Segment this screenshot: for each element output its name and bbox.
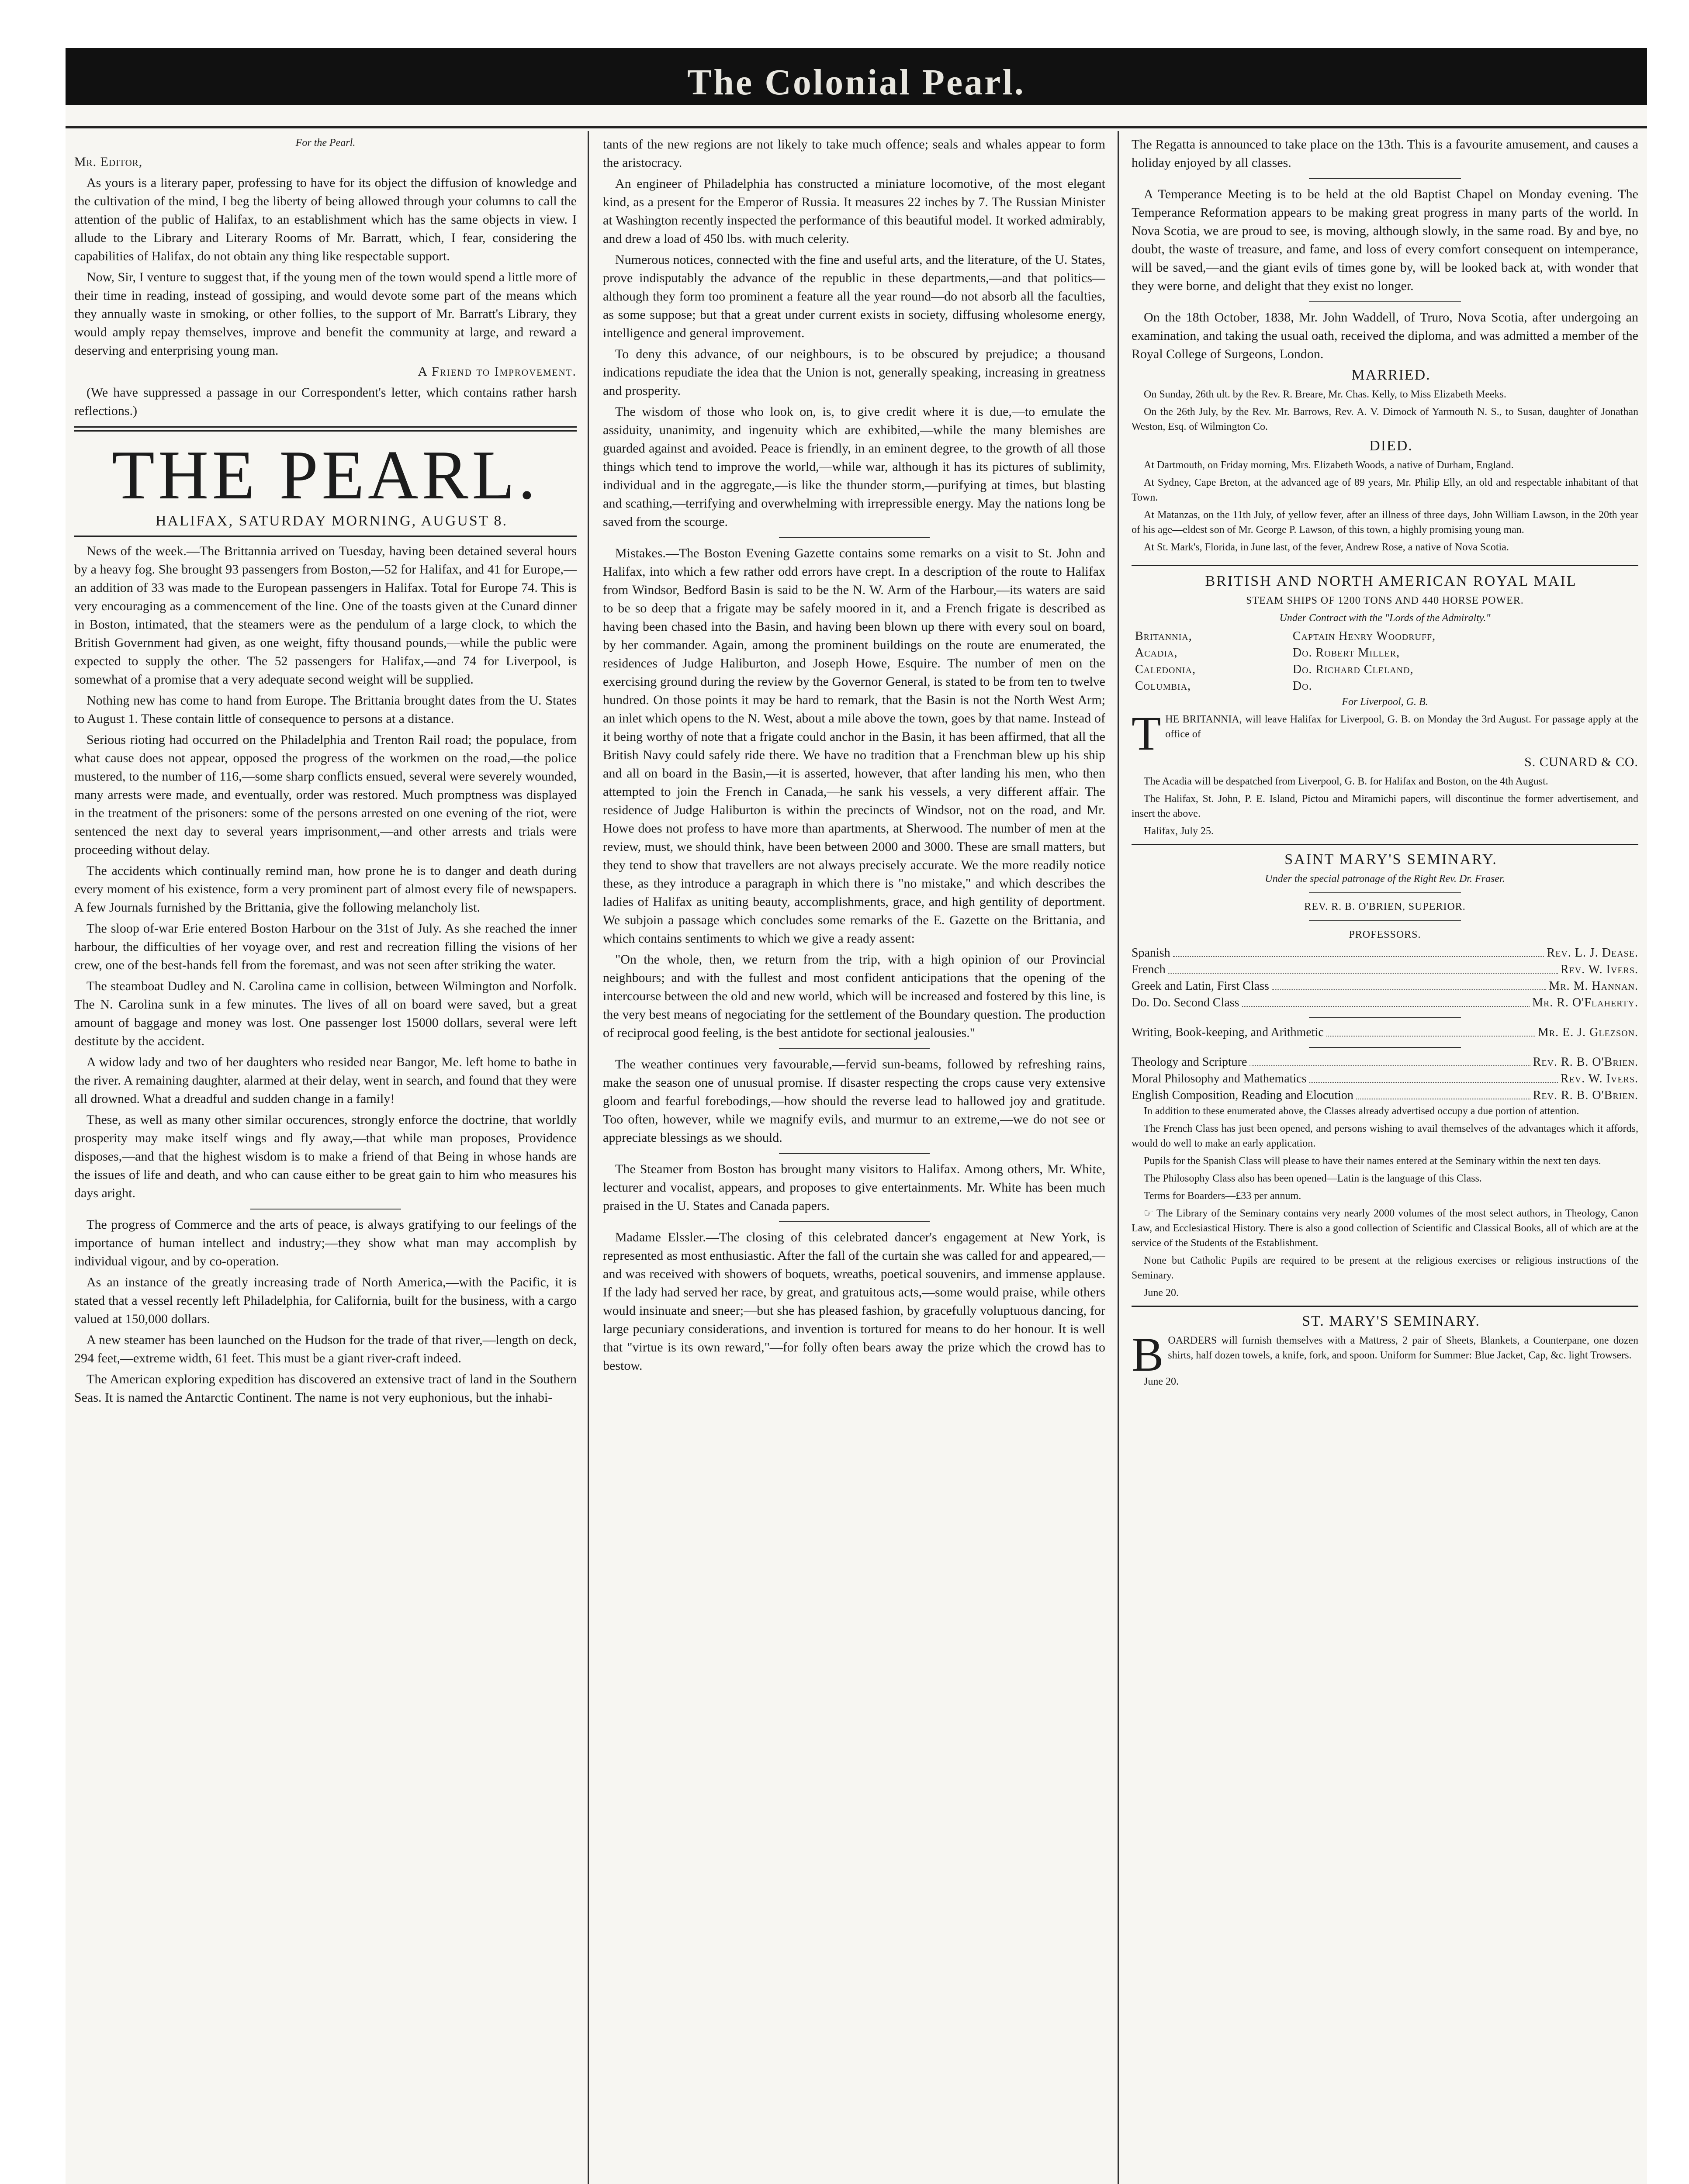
seminary-paragraph: None but Catholic Pupils are required to be present at the religious exercises or religious instructions of the Seminary.: [1132, 1255, 1638, 1281]
article-paragraph: The wisdom of those who look on, is, to give credit where it is due,—to emulate the assiduity, unanimity, and ingenuity which are exhibited,—while the many blemishes are guarded against and avoided. Peace is friendly, in an eminent degree, to the growth of all those things which tend to improve the world,—while war, although it has its pictures of sublimity, individual and in the aggregate,—is like the thunder storm,—purifying at times, but blasting and scathing,—terrifying and overwhelming with irrepressible energy. May the nations long be saved from the scourge.: [603, 404, 1105, 529]
professor-subject: Theology and Scripture: [1132, 1055, 1247, 1069]
seminary-paragraph: ☞ The Library of the Seminary contains very nearly 2000 volumes of the most select authors, in Theology, Canon Law, and Ecclesiastical History. There is also a good collection of Scientific and Classical Books, all of which are at the service of the Students of the Establishment.: [1132, 1208, 1638, 1249]
short-rule: [1309, 920, 1461, 921]
news-paragraph: Serious rioting had occurred on the Philadelphia and Trenton Rail road; the populace, from what cause does not appear, opposed the progress of the workmen on the road,—the police mustered, to the number of 116,—some sharp conflicts ensued, several were severely wounded, many arrests were made, and eventually, order was restored. Much promptness was displayed in the treatment of the prisoners: some of the persons arrested on one evening of the riot, were sentenced the next day to several years imprisonment,—and other arrests and trials were proceeding without delay.: [74, 733, 577, 857]
ship-row: [1132, 645, 1638, 661]
seminary-paragraph: Terms for Boarders—£33 per annum.: [1144, 1190, 1301, 1202]
regatta-paragraph: The Regatta is announced to take place on the 13th. This is a favourite amusement, and causes a holiday enjoyed by all classes.: [1132, 137, 1638, 170]
ship-name: Caledonia,: [1135, 663, 1196, 676]
short-rule: [1309, 1017, 1461, 1018]
short-rule: [1309, 178, 1461, 179]
waddell-paragraph: On the 18th October, 1838, Mr. John Waddell, of Truro, Nova Scotia, after undergoing an examination, and taking the usual oath, received the diploma, and was admitted a member of the Royal College of Surgeons, London.: [1132, 310, 1638, 361]
letter-signature: A Friend to Improvement.: [418, 364, 577, 379]
letter-paragraph: Now, Sir, I venture to suggest that, if the young men of the town would spend a little more of their time in reading, instead of gossiping, and would devote some part of the means which they annually waste in smoking, or other follies, to the support of Mr. Barratt's Library, they would amply repay themselves, improve and benefit the community at large, and reward a deserving and enterprising young man.: [74, 270, 577, 358]
article-paragraph: tants of the new regions are not likely to take much offence; seals and whales appear to form the aristocracy.: [603, 137, 1105, 170]
dot-leader: [1173, 945, 1544, 957]
boarders-heading: ST. MARY'S SEMINARY.: [1302, 1313, 1480, 1329]
seminary-paragraph: The Philosophy Class also has been opened—Latin is the language of this Class.: [1144, 1173, 1482, 1184]
letter-salutation: Mr. Editor,: [74, 155, 143, 169]
letter-header: For the Pearl.: [295, 137, 356, 149]
britannia-notice-text: HE BRITANNIA, will leave Halifax for Liverpool, G. B. on Monday the 3rd August. For passage apply at the office of: [1165, 714, 1638, 740]
professor-row: [1132, 1087, 1638, 1104]
column-2: [603, 135, 1105, 2184]
section-rule: [1132, 844, 1638, 845]
ship-name: Acadia,: [1135, 646, 1178, 660]
seminary-paragraph: The French Class has just been opened, and persons wishing to avail themselves of the advantages which it affords, would do well to make an early application.: [1132, 1123, 1638, 1149]
mail-date: Halifax, July 25.: [1144, 826, 1214, 837]
short-rule: [779, 1221, 930, 1222]
section-rule: [1132, 561, 1638, 566]
dot-leader: [1242, 995, 1530, 1007]
news-paragraph: News of the week.—The Brittannia arrived on Tuesday, having been detained several hours by a heavy fog. She brought 93 passengers from Boston,—52 for Halifax, and 41 for Europe,—an addition of 33 was made to the European passengers in Halifax. Total for Europe 74. This is very encouraging as a commencement of the line. One of the toasts given at the Cunard dinner in Boston, intimated, that the steamers were as the pendulum of a large clock, to which the British Government had given, as one weight, fifty thousand pounds,—while the public were expected to supply the other. The 52 passengers for Halifax,—and 74 for Liverpool, is somewhat of a promise that a very adequate second weight will be supplied.: [74, 544, 577, 687]
commerce-paragraph: The progress of Commerce and the arts of peace, is always gratifying to our feelings of the importance of human intellect and industry;—they show what man may accomplish by individual vigour, and by co-operation.: [74, 1217, 577, 1268]
steamer-paragraph: The Steamer from Boston has brought many visitors to Halifax. Among others, Mr. White, lecturer and vocalist, appears, and proposes to give entertainments. Mr. White has been much praised in the U. States and Canada papers.: [603, 1162, 1105, 1213]
temperance-paragraph: A Temperance Meeting is to be held at the old Baptist Chapel on Monday evening. The Temperance Reformation appears to be making great progress in many parts of the world. In Nova Scotia, we are proud to see, is moving, although slowly, in the same road. By and bye, no doubt, the waste of treasure, and fame, and loss of every comfort consequent on intemperance, will be saved,—and the giant evils of times gone by, will be looked back at, with wonder that they were borne, and delight that they exist no longer.: [1132, 187, 1638, 293]
news-paragraph: Nothing new has come to hand from Europe. The Brittania brought dates from the U. States to August 1. These contain little of consequence to persons at a distance.: [74, 693, 577, 726]
commerce-paragraph: The American exploring expedition has discovered an extensive tract of land in the Southern Seas. It is named the Antarctic Continent. The name is not very euphonious, but the inhabi-: [74, 1372, 577, 1405]
drop-cap: B: [1132, 1328, 1164, 1381]
short-rule: [1309, 301, 1461, 302]
ship-row: [1132, 628, 1638, 645]
ship-captain: Do. Robert Miller,: [1292, 646, 1400, 660]
section-rule: [1132, 1306, 1638, 1307]
dot-leader: [1326, 1024, 1535, 1037]
ship-row: [1132, 678, 1638, 695]
professor-row: [1132, 978, 1638, 995]
dot-leader: [1272, 978, 1546, 990]
professor-subject: Do. Do. Second Class: [1132, 996, 1239, 1009]
professor-name: Rev. R. B. O'Brien.: [1533, 1055, 1638, 1069]
short-rule: [779, 1048, 930, 1049]
column-divider: [1118, 131, 1119, 2184]
news-paragraph: The accidents which continually remind man, how prone he is to danger and death during every moment of his existence, form a very prominent part of almost every file of newspapers. A few Journals furnished by the Brittania, give the following melancholy list.: [74, 864, 577, 915]
dateline: HALIFAX, SATURDAY MORNING, AUGUST 8.: [155, 513, 508, 529]
boarders-date: June 20.: [1144, 1376, 1179, 1387]
seminary-paragraph: In addition to these enumerated above, the Classes already advertised occupy a due portion of attention.: [1144, 1106, 1579, 1117]
column-3: [1132, 135, 1638, 2184]
column-divider: [588, 131, 589, 2184]
news-paragraph: The steamboat Dudley and N. Carolina came in collision, between Wilmington and Norfolk. The N. Carolina sunk in a few minutes. The lives of all on board were saved, but a great amount of baggage and money was lost. One passenger lost 15000 dollars, several were left destitute by the accident.: [74, 979, 577, 1048]
professor-name: Rev. R. B. O'Brien.: [1533, 1089, 1638, 1102]
professor-subject: Moral Philosophy and Mathematics: [1132, 1072, 1307, 1085]
papers-notice: The Halifax, St. John, P. E. Island, Pictou and Miramichi papers, will discontinue the former advertisement, and insert the above.: [1132, 793, 1638, 819]
professor-subject: Writing, Book-keeping, and Arithmetic: [1132, 1026, 1324, 1039]
elssler-paragraph: Madame Elssler.—The closing of this celebrated dancer's engagement at New York, is represented as most enthusiastic. After the fall of the curtain she was called for and appeared,—and was received with showers of boquets, wreaths, poetical souvenirs, and immense applause. If the lady had served her race, by great, and gratuitous acts,—some would praise, while others would insinuate and sneer;—but she has pleased fashion, by gracefully voluptuous dancing, for large pecuniary considerations, and invention is tortured for means to do her honour. It is well that "virtue is its own reward,"—for folly often bears away the prize which the crowd has to bestow.: [603, 1230, 1105, 1373]
professor-row: [1132, 1024, 1638, 1041]
dot-leader: [1356, 1087, 1530, 1099]
professors-heading: PROFESSORS.: [1349, 929, 1421, 940]
weather-paragraph: The weather continues very favourable,—fervid sun-beams, followed by refreshing rains, make the season one of unusual promise. If disaster respecting the crops cause very extensive gloom and fearful forebodings,—how should the reverse lead to hallowed joy and gratitude. Too often, however, while we magnify evils, and murmur to an extreme,—we do not see or appreciate blessings as we should.: [603, 1057, 1105, 1145]
boarders-notice: [1132, 1328, 1638, 1381]
ship-captain: Captain Henry Woodruff,: [1292, 629, 1436, 643]
professor-subject: Spanish: [1132, 946, 1170, 960]
commerce-paragraph: A new steamer has been launched on the Hudson for the trade of that river,—length on deck, 294 feet,—extreme width, 61 feet. This must be a giant river-craft indeed.: [74, 1333, 577, 1365]
married-heading: MARRIED.: [1351, 367, 1431, 383]
section-rule: [74, 536, 577, 537]
article-paragraph: An engineer of Philadelphia has constructed a miniature locomotive, of the most elegant kind, as a present for the Emperor of Russia. It measures 22 inches by 7. The Russian Minister at Washington recently inspected the performance of this beautiful model. It worked admirably, and drew a load of 450 lbs. with much celerity.: [603, 176, 1105, 246]
mistakes-paragraph: Mistakes.—The Boston Evening Gazette contains some remarks on a visit to St. John and Halifax, into which a few rather odd errors have crept. In a description of the route to Halifax from Windsor, Bedford Basin is said to be the N. W. Arm of the Harbour,—its waters are said to be so deep that a frigate may be safely moored in it, and a French frigate is described as having been chased into the Basin, and having been blown up there with every soul on board, by her commander. Again, among the prominent buildings on the route are enumerated, the residences of Judge Haliburton, and Joseph Howe, Esquire. The number of men on the exercising ground during the review by the Governor General, is stated to be from ten to twelve hundred. On those points it may be hard to remark, that the Basin is not the North West Arm; an inlet which opens to the N. West, about a mile above the town, goes by that name. Instead of it being worthy of note that a frigate could anchor in the Basin, it has been affirmed, that all the British Navy could safely ride there. We have no tradition that a Frenchman blew up his ship and all on board in the Basin,—it is asserted, however, that after landing his men, who then attempted to join the French in Canada,—he sank his vessels, a very different affair. The residence of Judge Haliburton is within the precincts of Windsor, not on the road, and Mr. Howe does not profess to have more than apartments, at Sherwood. The number of men at the review, must, we should think, have been between 2000 and 3000. These are small matters, but they tend to show that travellers are not always precisely accurate. We the more readily notice these, as they introduce a paragraph in which there is "no mistake," and which describes the ladies of Halifax as uniting beauty, accomplishments, grace, and high gentility of deportment. We subjoin a passage which concludes some remarks of the E. Gazette on the Brittania, and which contains sentiments to which we give a ready assent:: [603, 546, 1105, 946]
professor-name: Mr. R. O'Flaherty.: [1532, 996, 1638, 1009]
professor-row: [1132, 1071, 1638, 1087]
britannia-notice: [1132, 707, 1638, 760]
professor-row: [1132, 1054, 1638, 1071]
ships-table: [1132, 628, 1638, 695]
commerce-paragraph: As an instance of the greatly increasing trade of North America,—with the Pacific, it is stated that a vessel recently left Philadelphia, for California, built for the business, with a cargo valued at 150,000 dollars.: [74, 1275, 577, 1326]
died-notice: At Sydney, Cape Breton, at the advanced age of 89 years, Mr. Philip Elly, an old and respectable inhabitant of that Town.: [1132, 477, 1638, 503]
died-notice: At Matanzas, on the 11th July, of yellow fever, after an illness of three days, John William Lawson, in the 20th year of his age—eldest son of Mr. George P. Lawson, of this town, a highly promising young man.: [1132, 509, 1638, 536]
mail-heading: BRITISH AND NORTH AMERICAN ROYAL MAIL: [1205, 573, 1577, 589]
editor-note: (We have suppressed a passage in our Correspondent's letter, which contains rather harsh reflections.): [74, 385, 577, 418]
professor-subject: English Composition, Reading and Elocution: [1132, 1089, 1353, 1102]
died-heading: DIED.: [1369, 438, 1413, 454]
professor-name: Mr. M. Hannan.: [1549, 979, 1638, 993]
seminary-superior: REV. R. B. O'BRIEN, SUPERIOR.: [1304, 901, 1466, 912]
short-rule: [1309, 1047, 1461, 1048]
professor-row: [1132, 995, 1638, 1011]
agent-name: S. CUNARD & CO.: [1524, 755, 1638, 769]
drop-cap: T: [1132, 707, 1161, 760]
news-paragraph: A widow lady and two of her daughters who resided near Bangor, Me. left home to bathe in the river. A remaining daughter, alarmed at their delay, went in search, and found that they were all drowned. What a dreadful and sudden change in a family!: [74, 1055, 577, 1106]
seminary-heading: SAINT MARY'S SEMINARY.: [1284, 851, 1498, 867]
ship-row: [1132, 661, 1638, 678]
boarders-text: OARDERS will furnish themselves with a Mattress, 2 pair of Sheets, Blankets, a Counterpane, one dozen shirts, half dozen towels, a knife, fork, and spoon. Uniform for Summer: Blue Jacket, Cap, &c. light Trowsers.: [1168, 1335, 1638, 1361]
acadia-notice: The Acadia will be despatched from Liverpool, G. B. for Halifax and Boston, on the 4th August.: [1144, 776, 1548, 787]
masthead-rule: [66, 126, 1647, 128]
died-notice: At St. Mark's, Florida, in June last, of the fever, Andrew Rose, a native of Nova Scotia.: [1144, 542, 1509, 553]
mail-subheading: STEAM SHIPS OF 1200 TONS AND 440 HORSE POWER.: [1246, 595, 1524, 606]
newspaper-page: [66, 48, 1647, 2184]
died-notice: At Dartmouth, on Friday morning, Mrs. Elizabeth Woods, a native of Durham, England.: [1144, 460, 1514, 471]
mail-contract: Under Contract with the "Lords of the Admiralty.": [1279, 612, 1491, 624]
ship-name: Britannia,: [1135, 629, 1192, 643]
seminary-date: June 20.: [1144, 1287, 1179, 1299]
news-paragraph: The sloop of-war Erie entered Boston Harbour on the 31st of July. As she reached the inner harbour, the difficulties of her voyage over, and rest and recreation filling the visions of her crew, one of the best-hands fell from the foremast, and was not seen after striking the water.: [74, 921, 577, 972]
professor-row: [1132, 945, 1638, 961]
letter-paragraph: As yours is a literary paper, professing to have for its object the diffusion of knowledge and the cultivation of the mind, I beg the liberty of being allowed through your columns to call the attention of the public of Halifax, to an establishment which has the same objects in view. I allude to the Library and Literary Rooms of Mr. Barratt, which, I fear, considering the capabilities of Halifax, do not obtain any thing like respectable support.: [74, 176, 577, 263]
seminary-paragraph: Pupils for the Spanish Class will please to have their names entered at the Seminary within the next ten days.: [1144, 1155, 1601, 1167]
married-notice: On Sunday, 26th ult. by the Rev. R. Breare, Mr. Chas. Kelly, to Miss Elizabeth Meeks.: [1144, 389, 1506, 400]
for-liverpool: For Liverpool, G. B.: [1342, 696, 1428, 708]
professor-subject: French: [1132, 963, 1166, 976]
professor-name: Mr. E. J. Glezson.: [1537, 1026, 1638, 1039]
ship-name: Columbia,: [1135, 679, 1191, 693]
professor-name: Rev. W. Ivers.: [1560, 1072, 1638, 1085]
dot-leader: [1249, 1054, 1530, 1066]
dot-leader: [1168, 961, 1558, 974]
column-1: [74, 135, 577, 2184]
masthead-title: The Colonial Pearl.: [687, 62, 1025, 103]
paper-title: THE PEARL.: [112, 436, 539, 514]
ship-captain: Do. Richard Cleland,: [1292, 663, 1414, 676]
short-rule: [779, 537, 930, 538]
professor-name: Rev. L. J. Dease.: [1547, 946, 1638, 960]
ship-captain: Do.: [1292, 679, 1312, 693]
short-rule: [779, 1153, 930, 1154]
dot-leader: [1309, 1071, 1558, 1083]
seminary-patronage: Under the special patronage of the Right Rev. Dr. Fraser.: [1265, 873, 1505, 885]
professor-subject: Greek and Latin, First Class: [1132, 979, 1269, 993]
married-notice: On the 26th July, by the Rev. Mr. Barrows, Rev. A. V. Dimock of Yarmouth N. S., to Susan, daughter of Jonathan Weston, Esq. of Wilmington Co.: [1132, 406, 1638, 432]
professor-name: Rev. W. Ivers.: [1560, 963, 1638, 976]
professor-row: [1132, 961, 1638, 978]
article-paragraph: To deny this advance, of our neighbours, is to be obscured by prejudice; a thousand indications repudiate the idea that the Union is not, generally speaking, increasing in greatness and prosperity.: [603, 347, 1105, 398]
short-rule: [1309, 892, 1461, 893]
section-rule: [74, 426, 577, 432]
article-paragraph: Numerous notices, connected with the fine and useful arts, and the literature, of the U. States, prove indisputably the advance of the republic in these departments,—and that politics—although they form too prominent a feature all the year round—do not absorb all the faculties, as some suppose; but that a great under current exists in society, diffusing wholesome energy, intelligence and general improvement.: [603, 252, 1105, 340]
gazette-quote: "On the whole, then, we return from the trip, with a high opinion of our Provincial neighbours; and with the fullest and most confident anticipations that the opening of the intercourse between the old and new world, which will be increased and fostered by this line, is the very best means of negociating for the settlement of the Boundary question. The production of reciprocal good feeling, is the best antidote for sectional jealousies.": [603, 952, 1105, 1040]
news-paragraph: These, as well as many other similar occurences, strongly enforce the doctrine, that worldly prosperity may make itself wings and fly away,—that while man proposes, Providence disposes,—and that the highest wisdom is to make a friend of that Being in whose hands are the issues of life and death, and who can cause either to be great gain to him who measures his days aright.: [74, 1113, 577, 1200]
